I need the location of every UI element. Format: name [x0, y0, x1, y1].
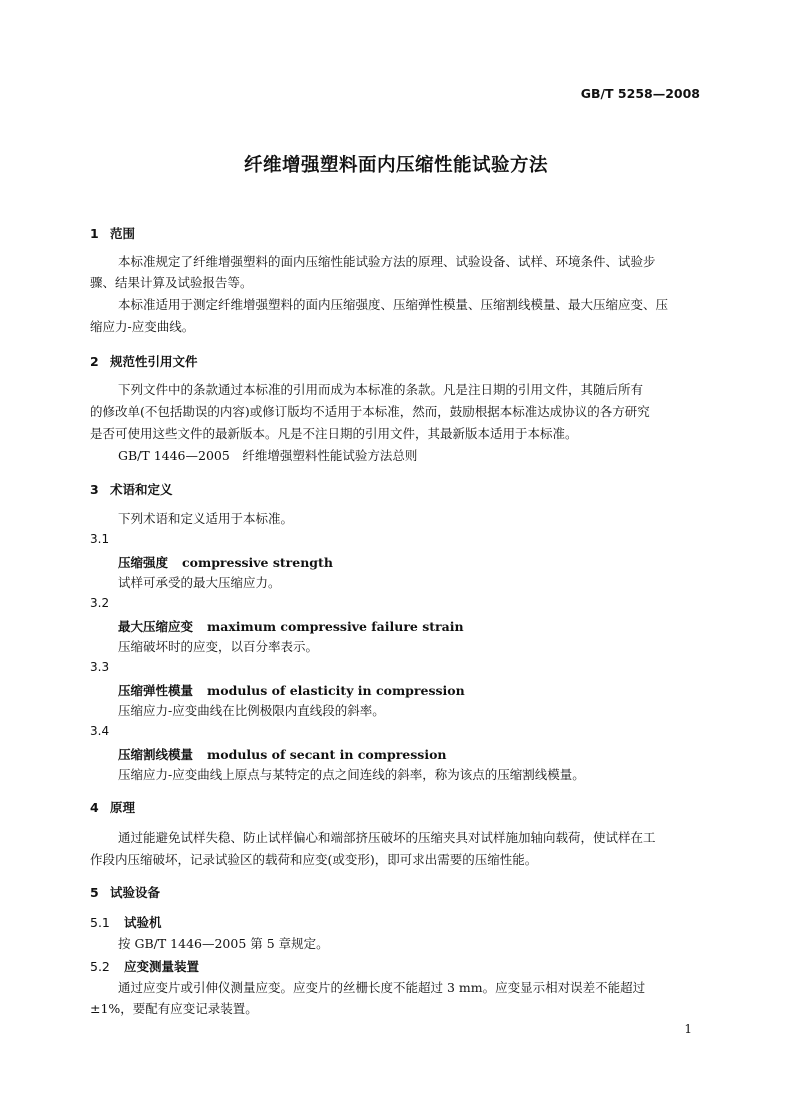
- term-en: compressive strength: [182, 555, 333, 570]
- subsection-number: 5.1: [90, 915, 110, 930]
- section-number: 3: [90, 482, 99, 497]
- paragraph-line: 的修改单(不包括勘误的内容)或修订版均不适用于本标准，然而，鼓励根据本标准达成协议的各方研究: [90, 404, 650, 419]
- term-definition: 试样可承受的最大压缩应力。: [118, 575, 281, 590]
- paragraph-line: 下列文件中的条款通过本标准的引用而成为本标准的条款。凡是注日期的引用文件，其随后所有: [118, 382, 644, 397]
- term-definition: 压缩应力-应变曲线在比例极限内直线段的斜率。: [118, 703, 385, 718]
- term-number: 3.2: [90, 596, 110, 610]
- section-number: 5: [90, 885, 99, 900]
- section-title: 术语和定义: [110, 482, 173, 497]
- normative-reference: GB/T 1446—2005 纤维增强塑料性能试验方法总则: [118, 448, 418, 463]
- paragraph-line: 下列术语和定义适用于本标准。: [118, 511, 294, 526]
- section-number: 4: [90, 800, 99, 815]
- term-zh: 压缩强度: [118, 555, 169, 570]
- section-number: 2: [90, 354, 99, 369]
- paragraph-line: 本标准适用于测定纤维增强塑料的面内压缩强度、压缩弹性模量、压缩割线模量、最大压缩应变、压: [118, 297, 669, 312]
- subsection-5-1-heading: [90, 913, 162, 931]
- section-title: 试验设备: [110, 885, 161, 900]
- term-definition: 压缩破坏时的应变，以百分率表示。: [118, 639, 319, 654]
- term-en: modulus of elasticity in compression: [207, 683, 465, 698]
- term-en: modulus of secant in compression: [207, 747, 447, 762]
- section-1-heading: [90, 224, 135, 242]
- term-heading: [118, 553, 333, 571]
- paragraph-line: 本标准规定了纤维增强塑料的面内压缩性能试验方法的原理、试验设备、试样、环境条件、试验步: [118, 254, 656, 269]
- document-title: 纤维增强塑料面内压缩性能试验方法: [243, 155, 548, 176]
- term-number: 3.1: [90, 532, 110, 546]
- paragraph-line: 是否可使用这些文件的最新版本。凡是不注日期的引用文件，其最新版本适用于本标准。: [90, 426, 578, 441]
- paragraph-line: ±1%，要配有应变记录装置。: [90, 1001, 258, 1016]
- section-title: 原理: [110, 800, 136, 815]
- paragraph-line: 按 GB/T 1446—2005 第 5 章规定。: [118, 936, 329, 951]
- section-title: 范围: [110, 226, 136, 241]
- subsection-number: 5.2: [90, 959, 110, 974]
- term-heading: [118, 681, 465, 699]
- section-2-heading: [90, 352, 198, 370]
- paragraph-line: 缩应力-应变曲线。: [90, 319, 195, 334]
- subsection-title: 应变测量装置: [124, 959, 200, 974]
- section-3-heading: [90, 480, 173, 498]
- paragraph-line: 骤、结果计算及试验报告等。: [90, 275, 253, 290]
- paragraph-line: 作段内压缩破坏，记录试验区的载荷和应变(或变形)，即可求出需要的压缩性能。: [90, 852, 538, 867]
- term-zh: 最大压缩应变: [118, 619, 194, 634]
- section-4-heading: [90, 798, 135, 816]
- standard-code: GB/T 5258—2008: [580, 86, 700, 101]
- page-number: 1: [684, 1022, 692, 1036]
- subsection-title: 试验机: [124, 915, 162, 930]
- term-zh: 压缩弹性模量: [118, 683, 194, 698]
- term-heading: [118, 745, 447, 763]
- paragraph-line: 通过能避免试样失稳、防止试样偏心和端部挤压破坏的压缩夹具对试样施加轴向载荷，使试样在工: [118, 830, 656, 845]
- term-zh: 压缩割线模量: [118, 747, 194, 762]
- paragraph-line: 通过应变片或引伸仪测量应变。应变片的丝栅长度不能超过 3 mm。应变显示相对误差不能超过: [118, 980, 646, 995]
- term-number: 3.4: [90, 724, 110, 738]
- term-definition: 压缩应力-应变曲线上原点与某特定的点之间连线的斜率，称为该点的压缩割线模量。: [118, 767, 585, 782]
- subsection-5-2-heading: [90, 957, 199, 975]
- section-5-heading: [90, 883, 160, 901]
- term-en: maximum compressive failure strain: [207, 619, 464, 634]
- section-number: 1: [90, 226, 99, 241]
- term-number: 3.3: [90, 660, 110, 674]
- section-title: 规范性引用文件: [110, 354, 198, 369]
- term-heading: [118, 617, 464, 635]
